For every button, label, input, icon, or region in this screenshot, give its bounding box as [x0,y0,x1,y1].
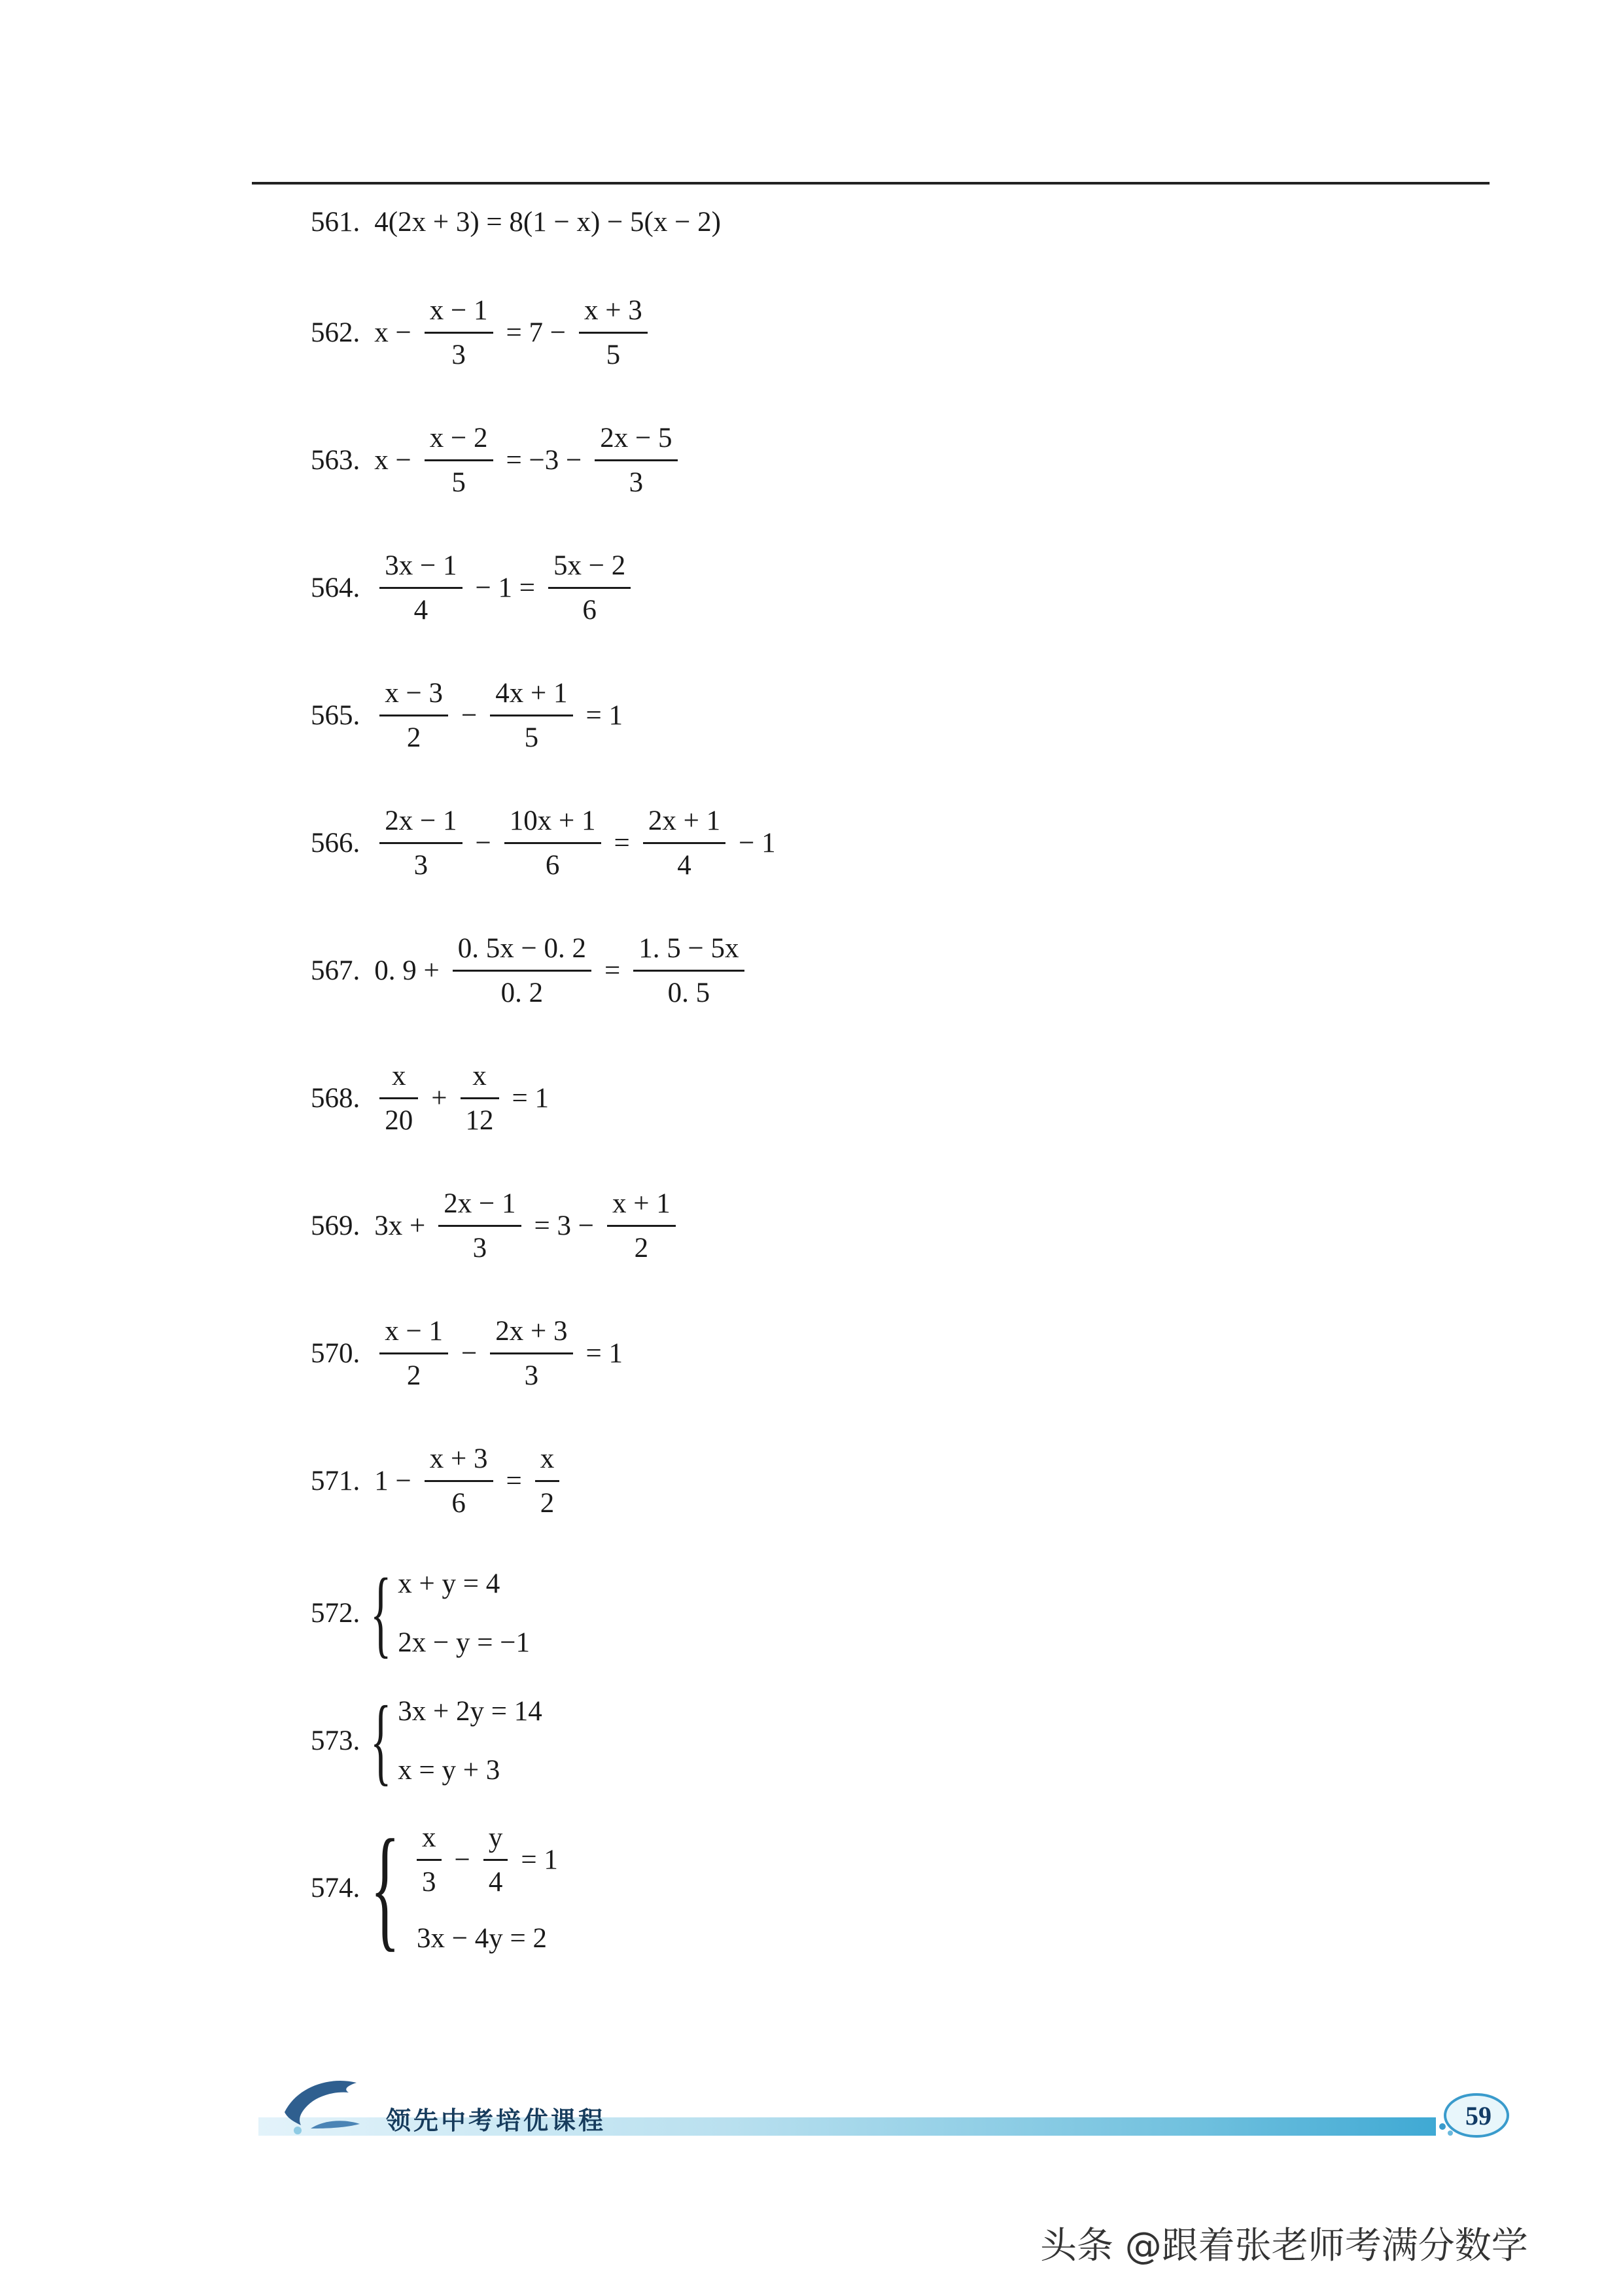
problem-number: 563. [311,445,360,476]
term: = −3 − [506,445,582,476]
numerator: 2x − 1 [385,805,457,836]
fraction [595,422,677,499]
problem-561 [311,206,725,238]
denominator: 12 [461,1097,499,1137]
numerator: x [540,1443,555,1474]
term: x − [374,317,411,348]
fraction [483,1822,508,1898]
denominator: 3 [595,459,677,499]
problem-number: 564. [311,573,360,603]
numerator: 1. 5 − 5x [638,933,739,964]
problem-number: 569. [311,1210,360,1241]
fraction [504,805,601,881]
denominator: 4 [643,842,725,881]
problem-568 [311,1060,553,1137]
fraction [425,422,493,499]
fraction [453,932,591,1009]
page-footer [258,2066,1534,2151]
fraction [379,550,462,626]
dolphin-logo-icon [271,2066,376,2138]
denominator: 3 [417,1859,442,1898]
denominator: 20 [379,1097,418,1137]
term: = 7 − [506,317,567,348]
fraction [607,1188,676,1264]
problem-566 [311,805,780,881]
numerator: 3x − 1 [385,550,457,581]
term: = [506,1466,522,1496]
problem-number: 570. [311,1338,360,1369]
term: 3x + [374,1210,426,1241]
page-number: 59 [1465,2101,1492,2130]
system-row: 2x − y = −1 [398,1627,531,1658]
fraction [417,1822,442,1898]
term: − 1 [739,828,776,858]
term: = 3 − [534,1210,595,1241]
numerator: x [392,1061,406,1091]
numerator: x + 3 [429,1443,488,1474]
term: = 1 [512,1083,550,1114]
numerator: x − 1 [429,295,488,326]
numerator: 2x − 5 [600,423,672,453]
numerator: x [472,1061,487,1091]
fraction [425,294,493,371]
brace: { [370,1686,392,1795]
problem-number: 571. [311,1466,360,1496]
equation: 4(2x + 3) = 8(1 − x) − 5(x − 2) [374,207,721,238]
brace: { [370,1812,400,1964]
top-rule [252,182,1490,185]
fraction [643,805,725,881]
numerator: 5x − 2 [553,550,626,581]
fraction [490,677,572,754]
term: 0. 9 + [374,955,440,986]
problem-number: 574. [311,1872,360,1903]
fraction [438,1188,521,1264]
numerator: x + 3 [584,295,642,326]
fraction [461,1060,499,1137]
fraction [633,932,744,1009]
numerator: 2x + 3 [495,1316,568,1347]
term: − 1 = [475,573,536,603]
term: = [614,828,630,858]
system-row [417,1822,562,1898]
denominator: 3 [490,1352,572,1392]
problem-number: 561. [311,207,360,238]
fraction [379,805,462,881]
fraction [379,1315,448,1392]
problem-number: 565. [311,700,360,731]
denominator: 3 [438,1225,521,1264]
problem-number: 567. [311,955,360,986]
problem-563 [311,422,687,499]
fraction [379,677,448,754]
denominator: 0. 5 [633,970,744,1009]
watermark: 头条 @跟着张老师考满分数学 [1040,2225,1528,2267]
problem-number: 573. [311,1725,360,1756]
numerator: 2x − 1 [444,1188,516,1219]
term: + [431,1083,447,1114]
fraction [490,1315,572,1392]
problem-574 [311,1812,562,1964]
problem-number: 568. [311,1083,360,1114]
numerator: 2x + 1 [648,805,721,836]
system-row: 3x − 4y = 2 [417,1922,548,1954]
denominator: 2 [379,715,448,754]
denominator: 5 [579,332,648,371]
denominator: 5 [425,459,493,499]
term: x − [374,445,411,476]
term: − [475,828,491,858]
denominator: 2 [535,1480,560,1519]
term: = 1 [585,700,623,731]
term: − [461,1338,478,1369]
numerator: 4x + 1 [495,678,568,709]
equation-system [370,1559,531,1667]
term: 1 − [374,1466,411,1496]
denominator: 6 [504,842,601,881]
equation-system [370,1686,542,1795]
problem-number: 562. [311,317,360,348]
term: = 1 [585,1338,623,1369]
problem-562 [311,294,657,371]
term: − [454,1844,470,1875]
system-row: 3x + 2y = 14 [398,1695,542,1727]
numerator: 0. 5x − 0. 2 [457,933,587,964]
numerator: x − 3 [385,678,444,709]
term: = [604,955,621,986]
denominator: 4 [483,1859,508,1898]
problem-number: 566. [311,828,360,858]
fraction [535,1443,560,1519]
denominator: 4 [379,587,462,626]
denominator: 6 [425,1480,493,1519]
system-row: x + y = 4 [398,1568,500,1599]
problem-567 [311,932,754,1009]
problem-number: 572. [311,1597,360,1629]
denominator: 5 [490,715,572,754]
numerator: 10x + 1 [509,805,596,836]
denominator: 2 [379,1352,448,1392]
fraction [548,550,631,626]
problem-564 [311,550,640,626]
fraction [379,1060,418,1137]
numerator: x − 2 [429,423,488,453]
numerator: x [422,1822,436,1853]
footer-title: 领先中考培优课程 [386,2106,606,2135]
fraction [579,294,648,371]
term: = 1 [521,1844,558,1875]
equation-system [370,1812,562,1964]
denominator: 3 [379,842,462,881]
numerator: x + 1 [612,1188,671,1219]
problem-573 [311,1686,542,1795]
numerator: y [488,1822,503,1853]
brace: { [370,1559,392,1667]
problem-570 [311,1315,627,1392]
problem-565 [311,677,627,754]
numerator: x − 1 [385,1316,444,1347]
denominator: 6 [548,587,631,626]
problem-571 [311,1443,568,1519]
denominator: 3 [425,332,493,371]
fraction [425,1443,493,1519]
denominator: 0. 2 [453,970,591,1009]
problem-569 [311,1188,685,1264]
problem-572 [311,1559,531,1667]
term: − [461,700,478,731]
system-row: x = y + 3 [398,1754,500,1786]
denominator: 2 [607,1225,676,1264]
